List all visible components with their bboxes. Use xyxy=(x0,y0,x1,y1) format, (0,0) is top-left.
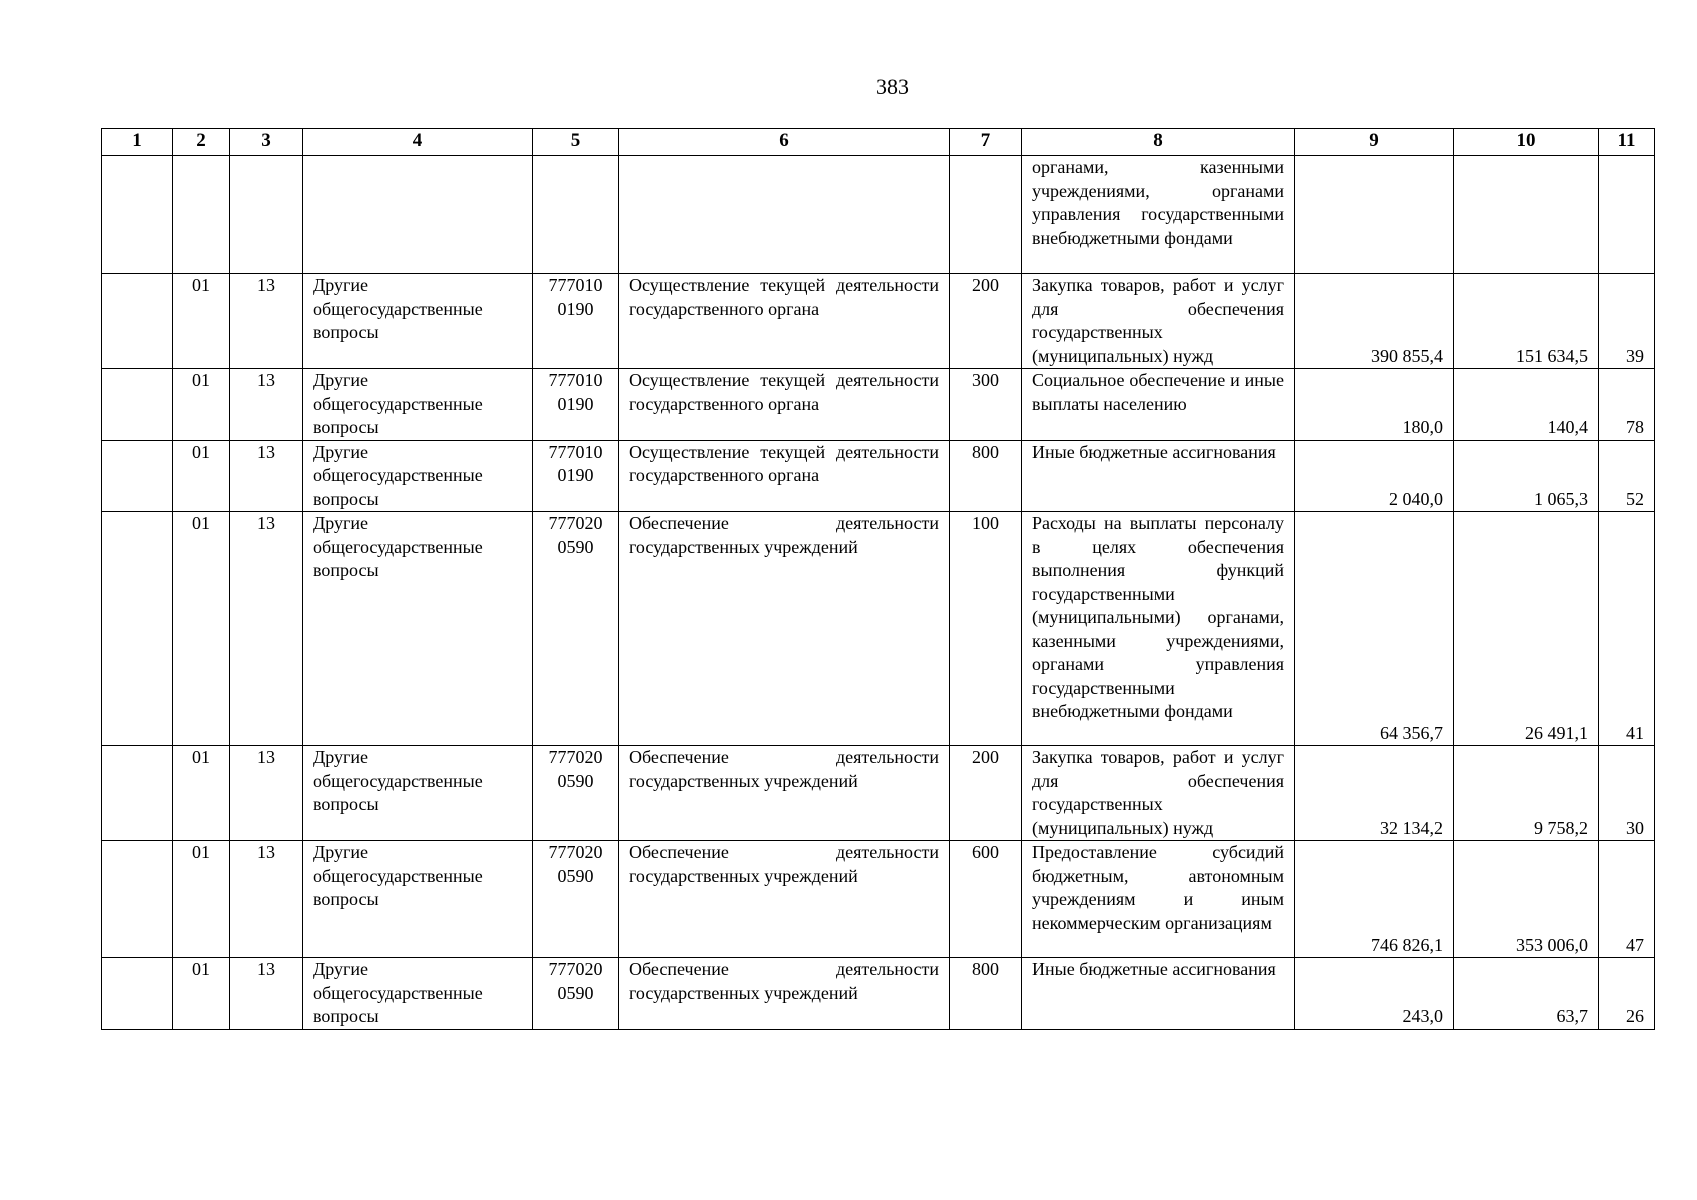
header-col-3: 3 xyxy=(230,129,303,156)
row-col-1 xyxy=(102,274,173,369)
target-article-code-part2: 0190 xyxy=(557,298,594,319)
subsection-name: Другие общегосударственные вопросы xyxy=(303,512,533,746)
header-col-8: 8 xyxy=(1022,129,1295,156)
planned-amount: 2 040,0 xyxy=(1295,440,1454,512)
section-code: 01 xyxy=(173,958,230,1030)
target-article-code-part2: 0190 xyxy=(557,465,594,485)
target-article-code-part1: 777020 xyxy=(548,747,603,767)
execution-percent: 78 xyxy=(1599,369,1655,441)
planned-amount: 32 134,2 xyxy=(1295,746,1454,841)
subsection-code: 13 xyxy=(230,440,303,512)
row-col-1 xyxy=(102,746,173,841)
actual-amount: 1 065,3 xyxy=(1454,440,1599,512)
target-article-code-part2: 0590 xyxy=(557,770,594,791)
target-article-code-part1: 777020 xyxy=(548,842,603,862)
subsection-code: 13 xyxy=(230,369,303,441)
table-row xyxy=(102,440,1655,512)
table-row xyxy=(102,512,1655,746)
target-article-name: Осуществление текущей деятельности государственного органа xyxy=(619,369,950,441)
target-article-name: Обеспечение деятельности государственных учреждений xyxy=(619,841,950,958)
target-article-code xyxy=(533,274,619,369)
execution-percent: 47 xyxy=(1599,841,1655,958)
section-code: 01 xyxy=(173,512,230,746)
page-number: 383 xyxy=(876,74,909,99)
header-col-5: 5 xyxy=(533,129,619,156)
expense-type-code: 200 xyxy=(950,746,1022,841)
target-article-code xyxy=(533,841,619,958)
expense-type-name: Закупка товаров, работ и услуг для обеспечения государственных (муниципальных) нужд xyxy=(1022,746,1295,841)
target-article-code-part2: 0590 xyxy=(557,982,594,1003)
subsection-code: 13 xyxy=(230,512,303,746)
section-code: 01 xyxy=(173,841,230,958)
table-row xyxy=(102,841,1655,958)
expense-type-code: 300 xyxy=(950,369,1022,441)
expense-type-name: Предоставление субсидий бюджетным, автономным учреждениям и иным некоммерческим организациям xyxy=(1022,841,1295,958)
expense-type-code: 600 xyxy=(950,841,1022,958)
actual-amount: 63,7 xyxy=(1454,958,1599,1030)
execution-percent: 41 xyxy=(1599,512,1655,746)
expense-type-name: Расходы на выплаты персоналу в целях обеспечения выполнения функций государственными (муниципальными) органами, казенными учреждениями, органами управления государственными внебюджетными фондами xyxy=(1022,512,1295,746)
row-col-1 xyxy=(102,369,173,441)
target-article-code xyxy=(533,440,619,512)
header-col-7: 7 xyxy=(950,129,1022,156)
expense-type-code: 800 xyxy=(950,958,1022,1030)
expense-type-code: 100 xyxy=(950,512,1022,746)
target-article-code xyxy=(533,958,619,1030)
execution-percent: 39 xyxy=(1599,274,1655,369)
header-col-2: 2 xyxy=(173,129,230,156)
table-row xyxy=(102,369,1655,441)
subsection-name: Другие общегосударственные вопросы xyxy=(303,274,533,369)
subsection-code: 13 xyxy=(230,746,303,841)
subsection-name: Другие общегосударственные вопросы xyxy=(303,440,533,512)
target-article-name: Осуществление текущей деятельности государственного органа xyxy=(619,274,950,369)
subsection-name: Другие общегосударственные вопросы xyxy=(303,958,533,1030)
table-row xyxy=(102,274,1655,369)
planned-amount: 746 826,1 xyxy=(1295,841,1454,958)
target-article-name: Осуществление текущей деятельности государственного органа xyxy=(619,440,950,512)
target-article-code-part1: 777010 xyxy=(548,275,603,295)
actual-amount: 9 758,2 xyxy=(1454,746,1599,841)
section-code: 01 xyxy=(173,746,230,841)
target-article-code-part2: 0590 xyxy=(557,536,594,557)
planned-amount: 243,0 xyxy=(1295,958,1454,1030)
header-col-10: 10 xyxy=(1454,129,1599,156)
header-col-11: 11 xyxy=(1599,129,1655,156)
subsection-name: Другие общегосударственные вопросы xyxy=(303,369,533,441)
section-code: 01 xyxy=(173,440,230,512)
section-code: 01 xyxy=(173,369,230,441)
target-article-code xyxy=(533,512,619,746)
header-row xyxy=(102,129,1655,156)
target-article-name: Обеспечение деятельности государственных учреждений xyxy=(619,512,950,746)
subsection-name: Другие общегосударственные вопросы xyxy=(303,746,533,841)
planned-amount: 64 356,7 xyxy=(1295,512,1454,746)
target-article-code xyxy=(533,746,619,841)
expense-type-name: Социальное обеспечение и иные выплаты населению xyxy=(1022,369,1295,441)
expense-type-name: Закупка товаров, работ и услуг для обеспечения государственных (муниципальных) нужд xyxy=(1022,274,1295,369)
actual-amount: 140,4 xyxy=(1454,369,1599,441)
header-col-1: 1 xyxy=(102,129,173,156)
target-article-name: Обеспечение деятельности государственных учреждений xyxy=(619,958,950,1030)
section-code: 01 xyxy=(173,274,230,369)
header-col-4: 4 xyxy=(303,129,533,156)
execution-percent: 26 xyxy=(1599,958,1655,1030)
target-article-code-part1: 777010 xyxy=(548,370,603,390)
planned-amount: 180,0 xyxy=(1295,369,1454,441)
target-article-name: Обеспечение деятельности государственных учреждений xyxy=(619,746,950,841)
subsection-code: 13 xyxy=(230,841,303,958)
subsection-name: Другие общегосударственные вопросы xyxy=(303,841,533,958)
row-col-1 xyxy=(102,841,173,958)
target-article-code xyxy=(533,369,619,441)
execution-percent: 30 xyxy=(1599,746,1655,841)
header-col-9: 9 xyxy=(1295,129,1454,156)
expense-type-name: Иные бюджетные ассигнования xyxy=(1022,440,1295,512)
table-row xyxy=(102,958,1655,1030)
target-article-code-part2: 0590 xyxy=(557,865,594,886)
subsection-code: 13 xyxy=(230,274,303,369)
target-article-code-part1: 777020 xyxy=(548,959,603,979)
actual-amount: 151 634,5 xyxy=(1454,274,1599,369)
actual-amount: 353 006,0 xyxy=(1454,841,1599,958)
subsection-code: 13 xyxy=(230,958,303,1030)
header-col-6: 6 xyxy=(619,129,950,156)
continuation-expense-type: органами, казенными учреждениями, органами управления государственными внебюджетными фондами xyxy=(1022,156,1295,274)
continuation-row xyxy=(102,156,1655,274)
expense-type-name: Иные бюджетные ассигнования xyxy=(1022,958,1295,1030)
row-col-1 xyxy=(102,958,173,1030)
expense-type-code: 800 xyxy=(950,440,1022,512)
row-col-1 xyxy=(102,512,173,746)
target-article-code-part2: 0190 xyxy=(557,393,594,414)
actual-amount: 26 491,1 xyxy=(1454,512,1599,746)
planned-amount: 390 855,4 xyxy=(1295,274,1454,369)
expense-type-code: 200 xyxy=(950,274,1022,369)
execution-percent: 52 xyxy=(1599,440,1655,512)
table-row xyxy=(102,746,1655,841)
row-col-1 xyxy=(102,440,173,512)
target-article-code-part1: 777020 xyxy=(548,513,603,533)
budget-table xyxy=(101,128,1655,1030)
target-article-code-part1: 777010 xyxy=(548,441,603,462)
